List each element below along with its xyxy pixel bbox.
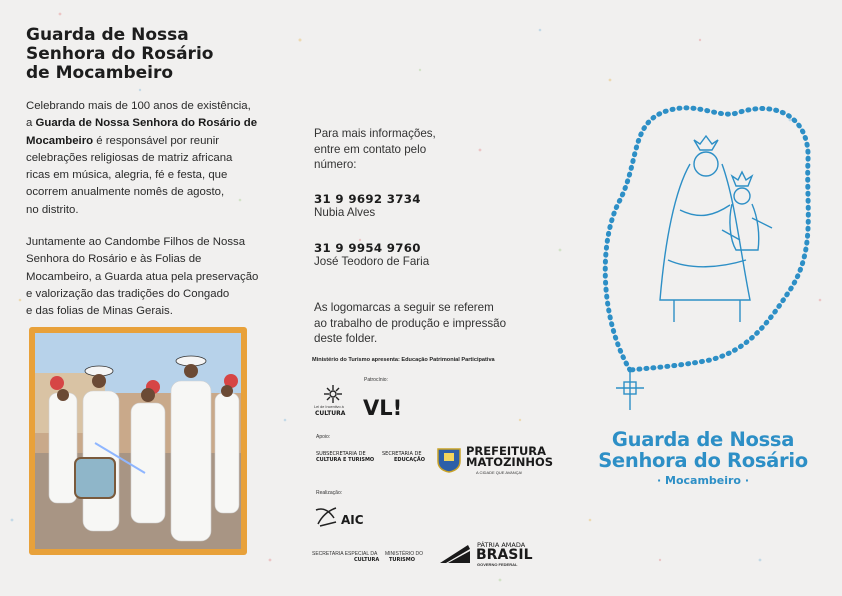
guarda-photo xyxy=(35,333,241,549)
lei-cultura-icon xyxy=(316,384,350,404)
subsec-cultura-line: SUBSECRETARIA DE xyxy=(316,451,366,457)
logos-intro xyxy=(314,300,506,347)
paragraph-bold: Guarda de Nossa Senhora do Rosário de xyxy=(35,117,258,130)
second-paragraph xyxy=(26,234,272,320)
prefeitura-line: MATOZINHOS xyxy=(466,455,553,469)
paragraph-bold: Mocambeiro xyxy=(26,134,94,147)
paragraph-line: celebrações religiosas de matriz africana xyxy=(26,151,233,164)
paragraph-line: Mocambeiro, a Guarda atua pela preservação xyxy=(26,270,259,283)
contact-intro-line: Para mais informações, xyxy=(314,127,436,140)
paragraph-line: ricas em música, alegria, fé e festa, que xyxy=(26,169,228,182)
sec-educacao-line: SECRETARIA DE xyxy=(382,451,422,457)
right-subtitle: · Mocambeiro · xyxy=(656,474,749,487)
logos-intro-line: As logomarcas a seguir se referem xyxy=(314,301,494,314)
contact-intro-line: entre em contato pelo xyxy=(314,142,427,156)
sec-educacao-line: EDUCAÇÃO xyxy=(394,457,425,463)
subsec-cultura-line: CULTURA E TURISMO xyxy=(316,457,375,463)
prefeitura-tag: A CIDADE QUE AVANÇA! xyxy=(476,470,523,475)
ministerio-line: MINISTÉRIO DO xyxy=(385,551,424,557)
left-title-line: Senhora do Rosário xyxy=(26,44,214,64)
contact-intro xyxy=(314,126,514,173)
paragraph-line: e valorização das tradições do Congado xyxy=(26,287,230,300)
aic-logo: AIC xyxy=(341,513,364,527)
left-title-line: Guarda de Nossa xyxy=(26,25,189,45)
aic-icon xyxy=(314,504,340,528)
contact-block xyxy=(314,192,421,219)
intro-paragraph xyxy=(26,98,272,219)
contact-phone[interactable]: 31 9 9692 3734 xyxy=(314,192,421,206)
our-lady-rosary-illustration xyxy=(590,100,820,420)
right-title-line: Senhora do Rosário xyxy=(598,449,808,472)
photo-frame xyxy=(29,327,247,555)
patria-brasil: BRASIL xyxy=(476,547,533,563)
paragraph-line: ocorrem anualmente nomês de agosto, xyxy=(26,186,225,199)
patria-line: PÁTRIA AMADA xyxy=(477,541,526,549)
prefeitura-line: PREFEITURA xyxy=(466,444,547,458)
paragraph-line: no distrito. xyxy=(26,203,79,216)
left-panel xyxy=(26,25,276,318)
left-title-line: de Mocambeiro xyxy=(26,63,174,83)
apoio-label: Apoio: xyxy=(316,434,331,440)
patria-gov: GOVERNO FEDERAL xyxy=(477,562,518,567)
sec-especial-line: SECRETARIA ESPECIAL DA xyxy=(312,551,378,557)
contact-name: Nubia Alves xyxy=(314,206,376,219)
left-title xyxy=(26,26,276,83)
contact-block xyxy=(314,241,429,268)
paragraph-line: e das folias de Minas Gerais. xyxy=(26,305,173,318)
middle-panel xyxy=(314,126,514,345)
lei-cultura-line: Lei de Incentivo à xyxy=(314,405,344,409)
matozinhos-crest-icon xyxy=(434,445,464,473)
paragraph-line: Celebrando mais de 100 anos de existência, xyxy=(26,100,251,112)
vl-logo: VL! xyxy=(363,396,403,420)
paragraph-text: é responsável por reunir xyxy=(93,134,220,147)
logos-intro-line: ao trabalho de produção e impressão xyxy=(314,316,507,330)
realizacao-label: Realização: xyxy=(316,490,343,496)
paragraph-line: Senhora do Rosário e às Folias de xyxy=(26,253,202,266)
ministry-line: Ministério do Turismo apresenta: Educação Patrimonial Participativa xyxy=(312,357,495,363)
patrocinio-label: Patrocínio: xyxy=(364,377,388,383)
paragraph-line: Juntamente ao Candombe Filhos de Nossa xyxy=(26,236,246,248)
logos-intro-line: deste folder. xyxy=(314,332,378,345)
brasil-flag-icon xyxy=(438,543,472,565)
lei-cultura-text: CULTURA xyxy=(315,410,346,417)
contact-name: José Teodoro de Faria xyxy=(314,255,430,268)
paragraph-text: a xyxy=(26,117,36,130)
sec-especial-line: CULTURA xyxy=(354,557,380,563)
contact-intro-line: número: xyxy=(314,158,357,171)
right-title xyxy=(588,429,818,471)
right-title-line: Guarda de Nossa xyxy=(611,428,795,451)
contact-phone[interactable]: 31 9 9954 9760 xyxy=(314,241,421,255)
ministerio-line: TURISMO xyxy=(389,557,416,563)
